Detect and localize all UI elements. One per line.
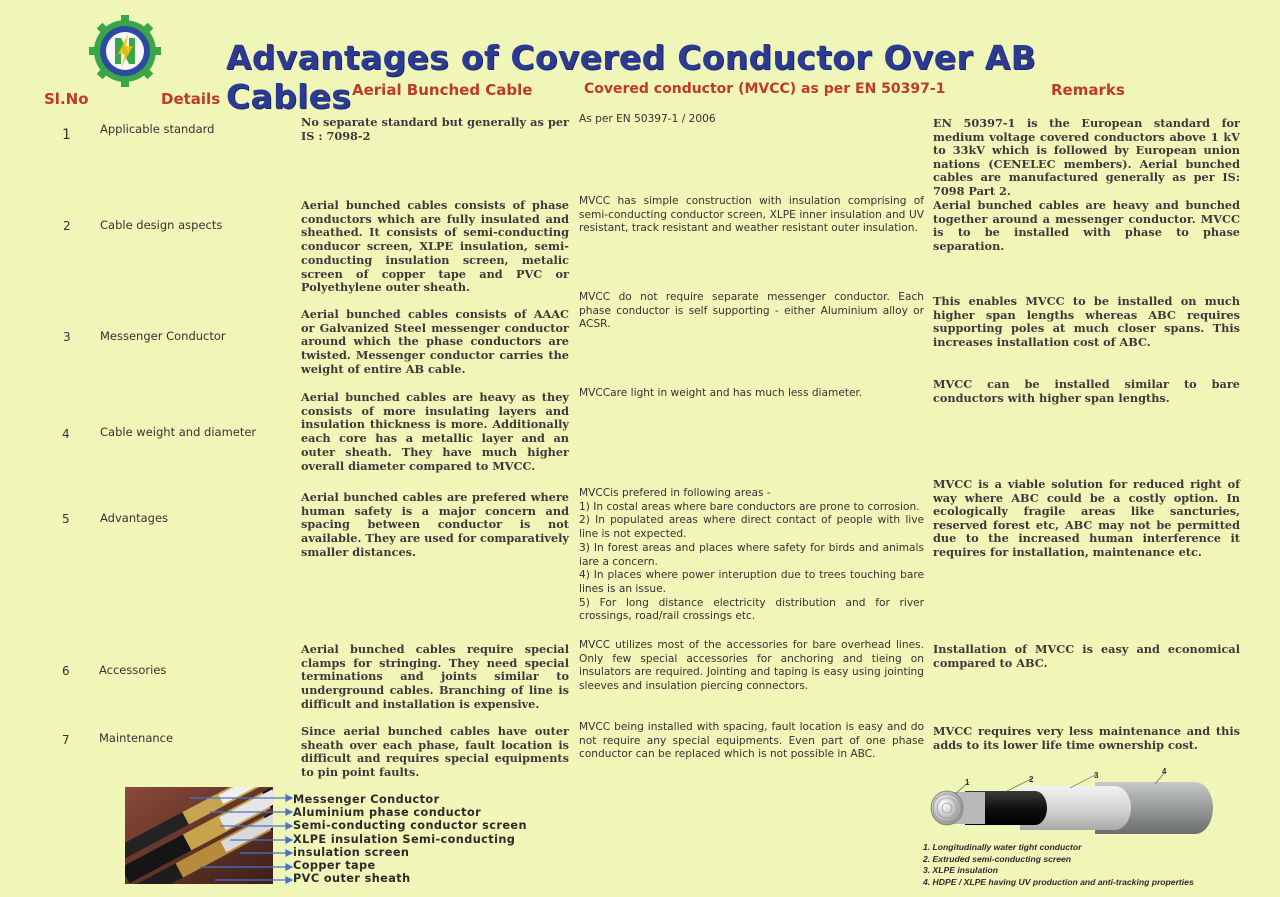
remark-cell: This enables MVCC to be installed on much higher span lengths whereas ABC requires supporting poles at much closer spans. This increases installation cost of ABC. [933,294,1240,349]
abc-cell: Since aerial bunched cables have outer sheath over each phase, fault location is difficult and requires special equipments to pin point faults. [301,724,569,780]
mvcc-list-line: 1) In costal areas where bare conductors are prone to corrosion. [579,500,920,513]
row-number: 7 [62,733,70,747]
legend-item: Aluminium phase conductor [293,806,482,820]
page-title: Advantages of Covered Conductor Over AB Cables [226,38,1037,116]
header-aerial-bunched-cable: Aerial Bunched Cable [352,81,533,99]
diagram-number: 3 [1094,771,1099,780]
remark-cell: MVCC requires very less maintenance and this adds to its lower life time ownership cost. [933,724,1240,752]
legend-item: XLPE insulation Semi-conducting [293,832,516,846]
header-remarks: Remarks [1051,81,1125,99]
row-detail: Messenger Conductor [100,329,226,343]
legend-item: PVC outer sheath [293,872,411,886]
row-detail: Cable weight and diameter [100,425,257,439]
mvcc-list-line: 5) For long distance electricity distribution and for river crossings, road/rail crossings etc. [579,596,924,623]
mvcc-cell: MVCC being installed with spacing, fault location is easy and do not require any special equipments. Even part of one phase conductor can be replaced which is not possible in ABC. [579,721,924,761]
mvcc-list-line: 3) In forest areas and places where safety for birds and animals iare a concern. [579,541,924,568]
remark-cell: MVCC can be installed similar to bare conductors with higher span lengths. [933,377,1240,405]
row-number: 5 [62,512,70,526]
legend-item: Messenger Conductor [293,793,440,806]
row-detail: Accessories [99,663,167,677]
abc-cell: Aerial bunched cables consists of phase conductors which are fully insulated and sheathed. It consists of semi-conducting conducor screen, XLPE insulation, semi-conducting insulation screen, metalic screen of copper tape and PVC or Polyethylene outer sheath. [301,198,569,295]
mvcc-cell: As per EN 50397-1 / 2006 [579,113,716,125]
legend-item: Semi-conducting conductor screen [293,819,527,833]
row-detail: Applicable standard [100,122,215,136]
mvcc-list-line: 4) In places where power interuption due to trees touching bare lines is an issue. [579,569,924,595]
mvcc-cell: MVCC utilizes most of the accessories for bare overhead lines. Only few special accessories for anchoring and tieing on insulators are required. Jointing and taping is easy using jointing sleeves and insulation piercing connectors. [579,639,924,693]
abc-cell: No separate standard but generally as per IS : 7098-2 [301,115,569,143]
mvcc-cell: MVCC do not require separate messenger conductor. Each phase conductor is self supporting - either Aluminium alloy or ACSR. [579,291,924,331]
row-number: 4 [62,427,70,441]
row-detail: Cable design aspects [100,218,223,232]
abc-cell: Aerial bunched cables consists of AAAC or Galvanized Steel messenger conductor around which the phase conductors are twisted. Messenger conductor carries the weight of entire AB cable. [301,307,569,376]
abc-legend [293,793,527,885]
row-number: 2 [63,219,71,233]
mvcc-list-line: MVCCis prefered in following areas - [579,487,771,499]
remark-cell: Aerial bunched cables are heavy and bunched together around a messenger conductor. MVCC is to be installed with phase to phase separation. [933,198,1240,253]
mvcc-cell: MVCC has simple construction with insulation comprising of semi-conducting conductor screen, XLPE inner insulation and UV resistant, track resistant and weather resistant outer insulation. [579,195,924,235]
diagram-number: 4 [1162,767,1167,776]
row-number: 3 [63,330,71,344]
row-number: 6 [62,664,70,678]
header-slno: Sl.No [44,90,89,108]
company-logo [88,14,162,88]
diagram-number: 1 [965,778,970,787]
mvcc-diagram-notes [923,842,1194,888]
legend-item: insulation screen [293,845,410,859]
remark-cell: Installation of MVCC is easy and economical compared to ABC. [933,642,1240,670]
mvcc-cell: MVCCare light in weight and has much less diameter. [579,387,863,399]
row-number: 1 [62,127,71,143]
header-details: Details [161,90,221,108]
abc-cell: Aerial bunched cables are prefered where human safety is a major concern and spacing between conductor is not available. They are used for comparatively smaller distances. [301,490,569,559]
diagram-note: 1. Longitudinally water tight conductor [923,842,1082,852]
mvcc-list-line: 2) In populated areas where direct contact of people with live line is not expected. [579,514,924,541]
diagram-note: 2. Extruded semi-conducting screen [923,853,1072,864]
row-detail: Maintenance [99,731,174,745]
mvcc-cable-diagram [925,768,1225,840]
remark-cell: EN 50397-1 is the European standard for medium voltage covered conductors above 1 kV to 33kV which is followed by European union nations (CENELEC members). Aerial bunched cables are manufactured generally as per IS: 7098 Part 2. [933,116,1240,198]
legend-item: Copper tape [293,859,376,873]
abc-cell: Aerial bunched cables require special clamps for stringing. They need special terminations and joints similar to underground cables. Branching of line is difficult and installation is expensive. [301,642,569,711]
diagram-note: 4. HDPE / XLPE having UV production and anti-tracking properties [923,876,1194,887]
header-covered-conductor: Covered conductor (MVCC) as per EN 50397-1 [584,81,946,97]
abc-cell: Aerial bunched cables are heavy as they consists of more insulating layers and insulation thickness is more. Additionally each core has a metallic layer and an outer sheath. They have much higher overall diameter compared to MVCC. [301,390,569,473]
remark-cell: MVCC is a viable solution for reduced right of way where ABC could be a costly option. In ecologically fragile areas like sancturies, reserved forest etc, ABC may not be permitted due to the increased human interference it requires for installation, maintenance etc. [933,477,1240,559]
legend-arrows [180,793,294,885]
diagram-number: 2 [1029,775,1034,784]
diagram-note: 3. XLPE insulation [923,865,998,876]
row-detail: Advantages [100,511,169,525]
mvcc-cell [579,487,924,624]
